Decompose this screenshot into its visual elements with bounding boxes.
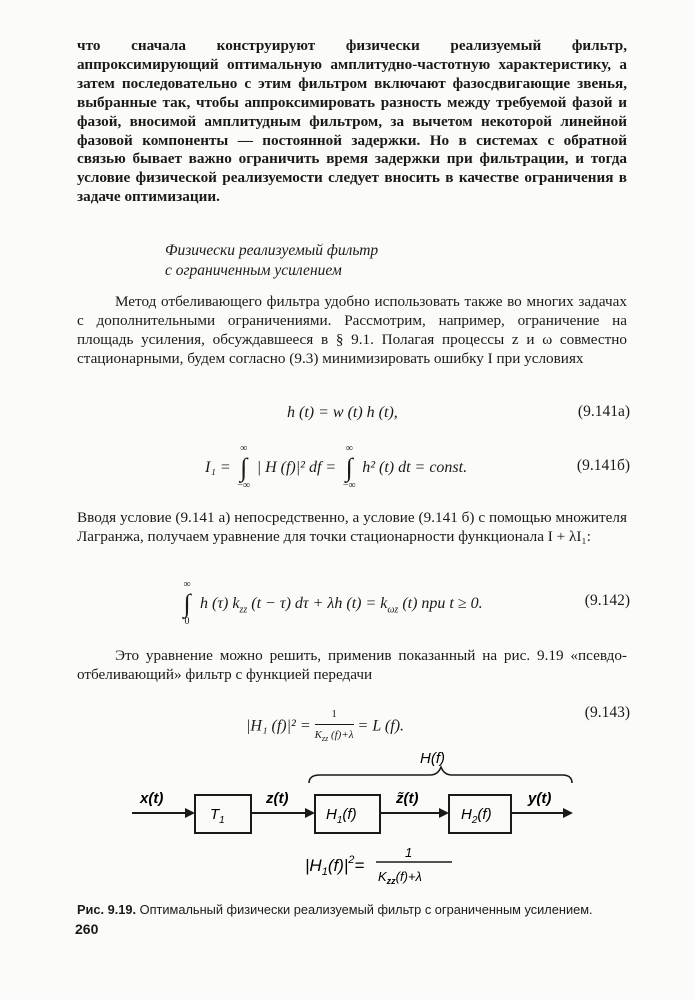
eq141a-lhs: h (t) <box>287 404 315 421</box>
label-z-tilde: z̃(t) <box>396 790 419 807</box>
eq143-den-tail: (f)+λ <box>328 729 354 741</box>
subheading-line-2: с ограниченным усилением <box>165 262 342 279</box>
equation-9-141a <box>287 403 398 423</box>
equation-9-142 <box>178 579 483 627</box>
page-number: 260 <box>75 921 99 937</box>
eq141b-mid2: h² (t) dt = const. <box>362 459 468 477</box>
equation-number-9-141b: (9.141б) <box>576 457 630 474</box>
eq142-part1: h (τ) k <box>200 595 240 613</box>
equation-9-143 <box>246 704 404 749</box>
eq143-lhs: |H₁ (f)|² = <box>246 717 311 735</box>
equation-number-9-142: (9.142) <box>584 592 630 609</box>
block-t1 <box>195 795 251 833</box>
eq143-fraction <box>315 704 354 749</box>
eq143-den-sub: zz <box>321 734 329 744</box>
eq142-part2: (t − τ) dτ + λh (t) = k <box>247 595 388 613</box>
eq141a-rhs: = w (t) h (t), <box>318 404 398 421</box>
section-subheading <box>165 241 378 281</box>
diagram-formula-numerator: 1 <box>405 845 413 860</box>
eq143-numerator: 1 <box>315 704 354 725</box>
diagram-formula-lhs: $|H_1(f)|^2=$ <box>305 854 365 878</box>
subheading-line-1: Физически реализуемый фильтр <box>165 242 379 259</box>
label-input: x(t) <box>140 790 164 807</box>
integral-sign-3: ∞ ∫ 0 <box>183 579 191 627</box>
paragraph-lagrange: Вводя условие (9.141 а) непосредственно, а условие (9.141 б) с помощью множителя Лагранжа, получаем уравнение для точки стационарности функционала I + λI₁: <box>77 509 627 545</box>
paragraph-intro: что сначала конструируют физически реализуемый фильтр, аппроксимирующий оптимальную амплитудно-частотную характеристику, а затем последовательно с этим фильтром включают фазосдвигающие звенья, выбранные так, чтобы аппроксимировать разность между требуемой фазой и фазой, вносимой амплитудным фильтром, за вычетом некоторой линейной фазовой компоненты — постоянной задержки. Но в системах с обратной связью бывает важно ограничить время задержки при фильтрации, и тогда условие физической реализуемости следует вносить в качестве ограничения в задаче оптимизации. <box>77 37 627 206</box>
figure-caption <box>77 902 593 917</box>
integral-sign-2: ∞ ∫ −∞ <box>342 443 356 491</box>
paragraph-method: Метод отбеливающего фильтра удобно использовать также во многих задачах с дополнительными ограничениями. Рассмотрим, например, ограничение на площадь усиления, обсуждавшееся в § 9.1. Полагая процессы z и ω совместно стационарными, будем согласно (9.3) минимизировать ошибку I при условиях <box>77 293 627 367</box>
equation-9-141b <box>205 443 468 491</box>
integral-sign-1: ∞ ∫ −∞ <box>237 443 251 491</box>
caption-text: Оптимальный физически реализуемый фильтр с ограниченным усилением. <box>136 902 593 917</box>
eq142-part3: (t) при t ≥ 0. <box>398 595 483 613</box>
label-z: z(t) <box>266 790 289 807</box>
eq143-den-k: K <box>314 729 322 741</box>
arrow-icon <box>185 808 195 818</box>
block-diagram <box>0 745 694 895</box>
diagram-formula-denominator: $K_{zz}(f)+\lambda$ <box>378 869 422 886</box>
equation-number-9-143: (9.143) <box>584 704 630 721</box>
eq142-sub2: ωz <box>387 604 399 616</box>
label-block-h1: $H_1(f)$ <box>326 806 357 826</box>
label-block-t1: $T_1$ <box>210 806 225 826</box>
eq143-rhs: = L (f). <box>357 717 405 735</box>
eq142-sub1: zz <box>239 604 248 616</box>
equation-number-9-141a: (9.141a) <box>577 403 630 420</box>
brace-h-f <box>309 767 572 783</box>
paragraph-pseudo-whitening: Это уравнение можно решить, применив показанный на рис. 9.19 «псевдо-отбеливающий» фильтр с функцией передачи <box>77 647 627 683</box>
arrow-icon <box>563 808 573 818</box>
label-block-h2: $H_2(f)$ <box>461 806 492 826</box>
eq141b-lhs: I₁ = <box>205 459 231 477</box>
caption-label: Рис. 9.19. <box>77 902 137 917</box>
label-output: y(t) <box>528 790 552 807</box>
arrow-icon <box>305 808 315 818</box>
eq141b-mid1: | H (f)|² df = <box>256 459 337 477</box>
brace-label: H(f) <box>420 750 445 767</box>
arrow-icon <box>439 808 449 818</box>
